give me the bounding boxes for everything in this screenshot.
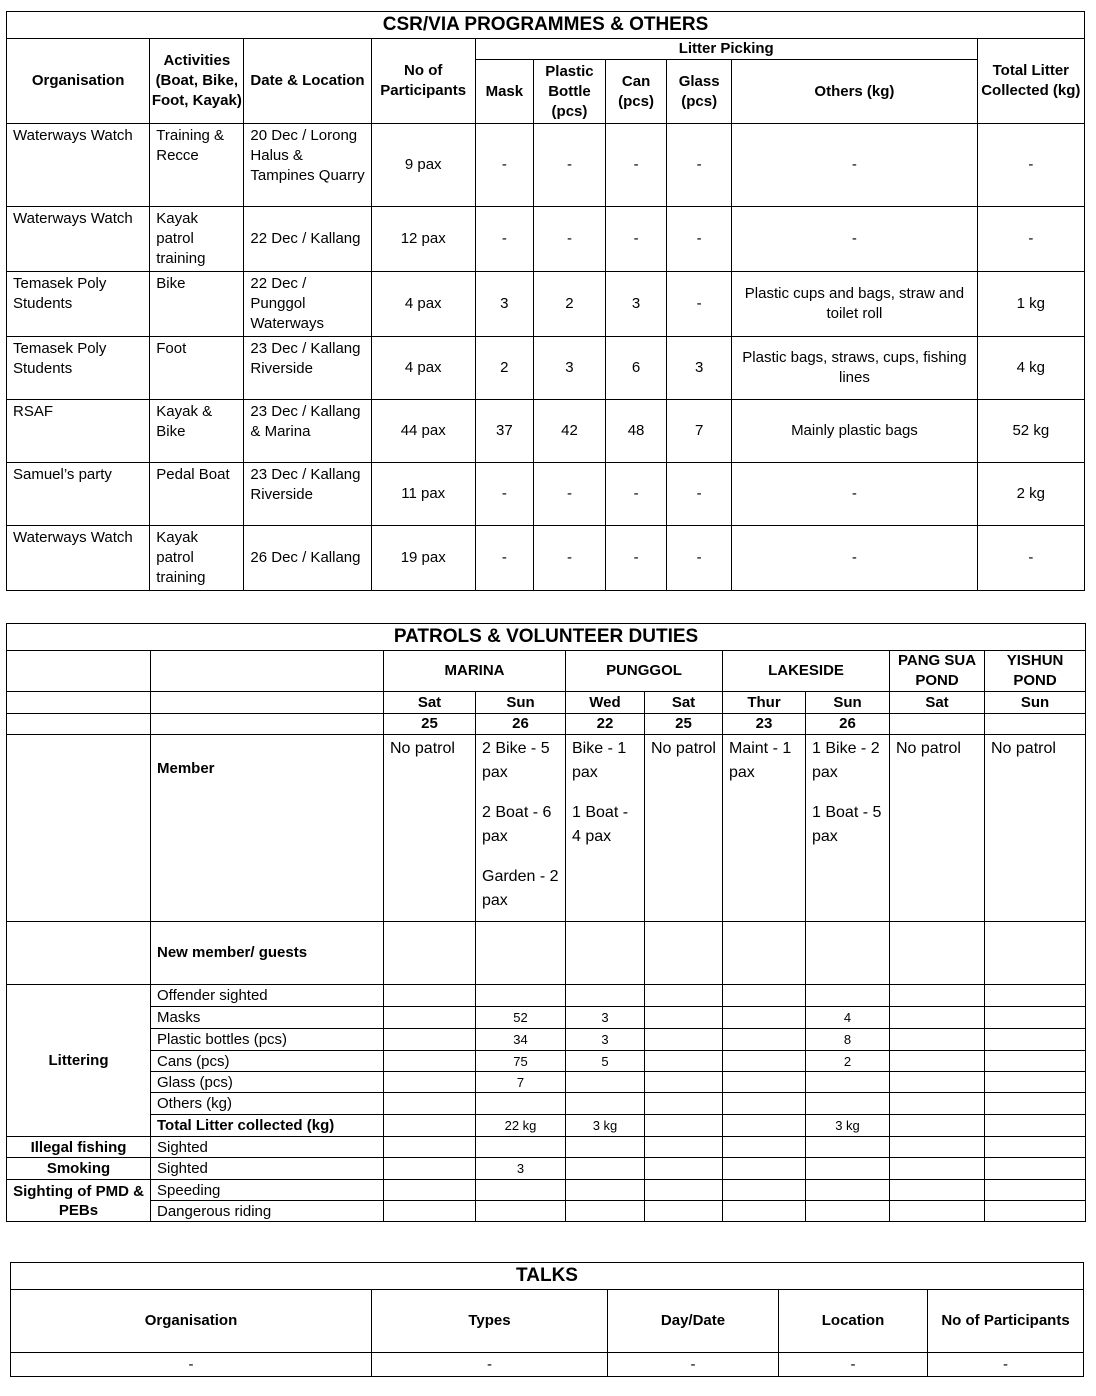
date-label: 25	[645, 714, 723, 735]
value-cell	[384, 1093, 476, 1115]
date-label: 22	[566, 714, 645, 735]
value-cell: 75	[476, 1051, 566, 1072]
value-cell	[384, 1201, 476, 1222]
row-label: Cans (pcs)	[151, 1051, 384, 1072]
cell-can: -	[606, 526, 667, 591]
value-cell	[985, 1115, 1086, 1137]
col-litter-picking: Litter Picking	[475, 39, 977, 60]
col-date-location: Date & Location	[244, 39, 371, 124]
value-cell	[645, 1201, 723, 1222]
value-cell	[890, 1201, 985, 1222]
table-row	[7, 207, 1085, 272]
date-label	[985, 714, 1086, 735]
cell-org: Temasek Poly Students	[7, 272, 150, 337]
date-label	[890, 714, 985, 735]
cell-others: Plastic cups and bags, straw and toilet roll	[732, 272, 977, 337]
new-member-label: New member/ guests	[151, 922, 384, 985]
cell-org: Waterways Watch	[7, 124, 150, 207]
cell-bottle: -	[533, 526, 605, 591]
value-cell	[723, 1072, 806, 1093]
col-organisation: Organisation	[7, 39, 150, 124]
cell-types: -	[372, 1353, 608, 1377]
cell-can: 3	[606, 272, 667, 337]
col-activities: Activities (Boat, Bike, Foot, Kayak)	[150, 39, 244, 124]
value-cell	[985, 1201, 1086, 1222]
value-cell	[566, 1158, 645, 1180]
table-row	[7, 1029, 1086, 1051]
value-cell	[890, 1051, 985, 1072]
day-label: Thur	[723, 692, 806, 714]
col-day-date: Day/Date	[608, 1290, 779, 1353]
value-cell	[566, 922, 645, 985]
cell-others: -	[732, 526, 977, 591]
value-cell	[384, 922, 476, 985]
value-cell	[566, 1201, 645, 1222]
col-total-litter: Total Litter Collected (kg)	[977, 39, 1084, 124]
row-label: Masks	[151, 1007, 384, 1029]
value-cell	[985, 1051, 1086, 1072]
date-label: 23	[723, 714, 806, 735]
value-cell	[985, 1180, 1086, 1201]
cell-total: 1 kg	[977, 272, 1084, 337]
member-entry: 2 Boat - 6 pax	[482, 804, 552, 845]
value-cell	[384, 1051, 476, 1072]
value-cell	[985, 1158, 1086, 1180]
cell-glass: -	[667, 207, 732, 272]
member-entry: Garden - 2 pax	[482, 868, 559, 909]
dates-row	[7, 714, 1086, 735]
value-cell	[890, 1115, 985, 1137]
cell-activity: Pedal Boat	[150, 463, 244, 526]
illegal-fishing-label: Illegal fishing	[7, 1137, 151, 1158]
cell-activity: Kayak patrol training	[150, 526, 244, 591]
cell-glass: -	[667, 463, 732, 526]
col-glass: Glass (pcs)	[667, 60, 732, 124]
cell-others: -	[732, 463, 977, 526]
value-cell	[645, 1029, 723, 1051]
patrols-title: PATROLS & VOLUNTEER DUTIES	[7, 624, 1086, 651]
csr-rows	[7, 124, 1085, 591]
location-punggol: PUNGGOL	[566, 651, 723, 692]
value-cell: 52	[476, 1007, 566, 1029]
value-cell	[384, 1029, 476, 1051]
blank-cell	[7, 714, 151, 735]
value-cell	[384, 1115, 476, 1137]
cell-mask: 3	[475, 272, 533, 337]
member-entry: No patrol	[896, 740, 961, 757]
value-cell	[985, 922, 1086, 985]
value-cell	[723, 1180, 806, 1201]
table-row	[7, 1007, 1086, 1029]
col-can: Can (pcs)	[606, 60, 667, 124]
cell-participants: 4 pax	[371, 337, 475, 400]
value-cell	[985, 1029, 1086, 1051]
blank-cell	[7, 692, 151, 714]
value-cell	[645, 1158, 723, 1180]
value-cell	[476, 1180, 566, 1201]
cell-location: -	[779, 1353, 928, 1377]
cell-date: 23 Dec / Kallang & Marina	[244, 400, 371, 463]
value-cell	[566, 1072, 645, 1093]
cell-bottle: 2	[533, 272, 605, 337]
cell-bottle: -	[533, 124, 605, 207]
value-cell	[806, 1158, 890, 1180]
patrols-table	[6, 623, 1086, 1222]
cell-mask: 2	[475, 337, 533, 400]
value-cell	[723, 985, 806, 1007]
table-row	[7, 400, 1085, 463]
value-cell	[645, 1007, 723, 1029]
value-cell: 3	[566, 1007, 645, 1029]
value-cell	[890, 922, 985, 985]
cell-participants: 4 pax	[371, 272, 475, 337]
cell-glass: -	[667, 526, 732, 591]
table-row	[7, 1158, 1086, 1180]
cell-bottle: 42	[533, 400, 605, 463]
value-cell	[476, 1093, 566, 1115]
cell-participants: -	[928, 1353, 1084, 1377]
value-cell	[806, 1093, 890, 1115]
value-cell	[890, 1072, 985, 1093]
cell-date: 23 Dec / Kallang Riverside	[244, 463, 371, 526]
cell-activity: Kayak & Bike	[150, 400, 244, 463]
col-types: Types	[372, 1290, 608, 1353]
value-cell	[645, 1180, 723, 1201]
value-cell: 8	[806, 1029, 890, 1051]
cell-participants: 12 pax	[371, 207, 475, 272]
col-mask: Mask	[475, 60, 533, 124]
member-cell	[806, 735, 890, 922]
cell-org: Samuel’s party	[7, 463, 150, 526]
value-cell	[476, 1201, 566, 1222]
value-cell	[384, 1007, 476, 1029]
day-label: Sun	[806, 692, 890, 714]
row-label: Glass (pcs)	[151, 1072, 384, 1093]
table-row	[11, 1353, 1084, 1377]
day-label: Wed	[566, 692, 645, 714]
cell-org: Waterways Watch	[7, 526, 150, 591]
location-marina: MARINA	[384, 651, 566, 692]
value-cell	[645, 1072, 723, 1093]
table-row	[7, 1201, 1086, 1222]
value-cell	[890, 1180, 985, 1201]
value-cell	[806, 1180, 890, 1201]
value-cell	[723, 1029, 806, 1051]
day-label: Sat	[890, 692, 985, 714]
member-entry: 2 Bike - 5 pax	[482, 740, 550, 781]
cell-can: -	[606, 124, 667, 207]
row-label: Speeding	[151, 1180, 384, 1201]
member-row	[7, 735, 1086, 922]
value-cell	[985, 1007, 1086, 1029]
cell-bottle: -	[533, 207, 605, 272]
location-lakeside: LAKESIDE	[723, 651, 890, 692]
cell-others: Plastic bags, straws, cups, fishing lines	[732, 337, 977, 400]
location-pang-sua-pond: PANG SUA POND	[890, 651, 985, 692]
table-row	[7, 985, 1086, 1007]
table-row	[7, 1180, 1086, 1201]
row-label: Others (kg)	[151, 1093, 384, 1115]
cell-org: Temasek Poly Students	[7, 337, 150, 400]
day-label: Sun	[985, 692, 1086, 714]
value-cell: 2	[806, 1051, 890, 1072]
value-cell	[985, 1093, 1086, 1115]
value-cell	[723, 1051, 806, 1072]
value-cell	[645, 1137, 723, 1158]
cell-total: -	[977, 207, 1084, 272]
member-label: Member	[151, 735, 384, 922]
day-label: Sat	[384, 692, 476, 714]
value-cell	[806, 1137, 890, 1158]
cell-mask: -	[475, 526, 533, 591]
value-cell	[723, 922, 806, 985]
cell-others: -	[732, 124, 977, 207]
blank-cell	[151, 651, 384, 692]
value-cell	[890, 1007, 985, 1029]
cell-can: 48	[606, 400, 667, 463]
value-cell	[723, 1201, 806, 1222]
value-cell	[890, 1158, 985, 1180]
value-cell	[476, 985, 566, 1007]
value-cell	[890, 985, 985, 1007]
value-cell	[645, 1051, 723, 1072]
cell-org: Waterways Watch	[7, 207, 150, 272]
value-cell: 5	[566, 1051, 645, 1072]
value-cell	[723, 1007, 806, 1029]
cell-bottle: -	[533, 463, 605, 526]
location-yishun-pond: YISHUN POND	[985, 651, 1086, 692]
value-cell	[384, 1158, 476, 1180]
member-entry: No patrol	[991, 740, 1056, 757]
value-cell: 34	[476, 1029, 566, 1051]
value-cell	[566, 1137, 645, 1158]
cell-org: RSAF	[7, 400, 150, 463]
member-cell	[566, 735, 645, 922]
member-cell	[723, 735, 806, 922]
days-row	[7, 692, 1086, 714]
cell-organisation: -	[11, 1353, 372, 1377]
table-row	[7, 1115, 1086, 1137]
cell-can: -	[606, 463, 667, 526]
value-cell	[566, 1180, 645, 1201]
row-label: Dangerous riding	[151, 1201, 384, 1222]
value-cell	[890, 1093, 985, 1115]
value-cell	[476, 1137, 566, 1158]
member-cell	[890, 735, 985, 922]
cell-date: 20 Dec / Lorong Halus & Tampines Quarry	[244, 124, 371, 207]
member-cell	[985, 735, 1086, 922]
value-cell	[566, 1093, 645, 1115]
cell-date: 22 Dec / Kallang	[244, 207, 371, 272]
cell-activity: Foot	[150, 337, 244, 400]
value-cell	[985, 985, 1086, 1007]
cell-total: -	[977, 526, 1084, 591]
col-participants: No of Participants	[928, 1290, 1084, 1353]
member-cell	[645, 735, 723, 922]
member-entry: Bike - 1 pax	[572, 740, 627, 781]
value-cell	[384, 1072, 476, 1093]
member-entry: No patrol	[390, 740, 455, 757]
table-row	[7, 463, 1085, 526]
value-cell	[890, 1137, 985, 1158]
cell-day-date: -	[608, 1353, 779, 1377]
value-cell: 3	[566, 1029, 645, 1051]
blank-cell	[7, 651, 151, 692]
date-label: 25	[384, 714, 476, 735]
value-cell	[985, 1137, 1086, 1158]
cell-bottle: 3	[533, 337, 605, 400]
cell-can: 6	[606, 337, 667, 400]
blank-cell	[151, 692, 384, 714]
cell-others: -	[732, 207, 977, 272]
table-row	[7, 1137, 1086, 1158]
value-cell: 4	[806, 1007, 890, 1029]
new-member-row	[7, 922, 1086, 985]
value-cell	[645, 985, 723, 1007]
row-label: Plastic bottles (pcs)	[151, 1029, 384, 1051]
cell-total: 2 kg	[977, 463, 1084, 526]
value-cell	[723, 1115, 806, 1137]
value-cell	[384, 1137, 476, 1158]
cell-glass: 3	[667, 337, 732, 400]
value-cell	[890, 1029, 985, 1051]
pmd-label: Sighting of PMD & PEBs	[7, 1180, 151, 1222]
cell-participants: 11 pax	[371, 463, 475, 526]
csr-title: CSR/VIA PROGRAMMES & OTHERS	[7, 12, 1085, 39]
table-row	[7, 272, 1085, 337]
cell-total: -	[977, 124, 1084, 207]
value-cell	[384, 1180, 476, 1201]
row-label: Sighted	[151, 1158, 384, 1180]
value-cell	[384, 985, 476, 1007]
talks-title: TALKS	[11, 1263, 1084, 1290]
cell-date: 22 Dec / Punggol Waterways	[244, 272, 371, 337]
member-entry: Maint - 1 pax	[729, 740, 792, 781]
cell-activity: Training & Recce	[150, 124, 244, 207]
cell-participants: 44 pax	[371, 400, 475, 463]
value-cell	[806, 922, 890, 985]
date-label: 26	[806, 714, 890, 735]
row-label: Offender sighted	[151, 985, 384, 1007]
smoking-label: Smoking	[7, 1158, 151, 1180]
cell-mask: 37	[475, 400, 533, 463]
blank-cell	[151, 714, 384, 735]
cell-glass: -	[667, 124, 732, 207]
value-cell	[566, 985, 645, 1007]
cell-activity: Bike	[150, 272, 244, 337]
value-cell	[806, 985, 890, 1007]
cell-activity: Kayak patrol training	[150, 207, 244, 272]
cell-mask: -	[475, 463, 533, 526]
blank-cell	[7, 735, 151, 922]
col-location: Location	[779, 1290, 928, 1353]
value-cell	[723, 1158, 806, 1180]
date-label: 26	[476, 714, 566, 735]
row-label: Sighted	[151, 1137, 384, 1158]
cell-mask: -	[475, 207, 533, 272]
value-cell	[645, 1115, 723, 1137]
value-cell	[476, 922, 566, 985]
value-cell	[723, 1137, 806, 1158]
value-cell	[645, 922, 723, 985]
day-label: Sat	[645, 692, 723, 714]
table-row	[7, 124, 1085, 207]
csr-table	[6, 11, 1085, 591]
cell-glass: -	[667, 272, 732, 337]
cell-can: -	[606, 207, 667, 272]
value-cell: 22 kg	[476, 1115, 566, 1137]
littering-label: Littering	[7, 985, 151, 1137]
cell-total: 4 kg	[977, 337, 1084, 400]
value-cell	[985, 1072, 1086, 1093]
cell-participants: 9 pax	[371, 124, 475, 207]
value-cell	[723, 1093, 806, 1115]
table-row	[7, 337, 1085, 400]
day-label: Sun	[476, 692, 566, 714]
cell-glass: 7	[667, 400, 732, 463]
member-entry: No patrol	[651, 740, 716, 757]
value-cell: 3 kg	[806, 1115, 890, 1137]
littering-section	[7, 985, 1086, 1222]
value-cell: 7	[476, 1072, 566, 1093]
cell-date: 23 Dec / Kallang Riverside	[244, 337, 371, 400]
cell-others: Mainly plastic bags	[732, 400, 977, 463]
member-cell	[384, 735, 476, 922]
value-cell: 3	[476, 1158, 566, 1180]
value-cell	[806, 1072, 890, 1093]
col-plastic-bottle: Plastic Bottle (pcs)	[533, 60, 605, 124]
value-cell	[645, 1093, 723, 1115]
cell-mask: -	[475, 124, 533, 207]
col-participants: No of Participants	[371, 39, 475, 124]
member-cell	[476, 735, 566, 922]
value-cell: 3 kg	[566, 1115, 645, 1137]
table-row	[7, 1051, 1086, 1072]
member-entry: 1 Boat - 4 pax	[572, 804, 629, 845]
cell-date: 26 Dec / Kallang	[244, 526, 371, 591]
member-entry: 1 Boat - 5 pax	[812, 804, 882, 845]
blank-cell	[7, 922, 151, 985]
table-row	[7, 1093, 1086, 1115]
cell-participants: 19 pax	[371, 526, 475, 591]
cell-total: 52 kg	[977, 400, 1084, 463]
talks-table	[10, 1262, 1084, 1377]
table-row	[7, 526, 1085, 591]
col-others: Others (kg)	[732, 60, 977, 124]
member-entry: 1 Bike - 2 pax	[812, 740, 880, 781]
row-label: Total Litter collected (kg)	[151, 1115, 384, 1137]
table-row	[7, 1072, 1086, 1093]
col-organisation: Organisation	[11, 1290, 372, 1353]
value-cell	[806, 1201, 890, 1222]
